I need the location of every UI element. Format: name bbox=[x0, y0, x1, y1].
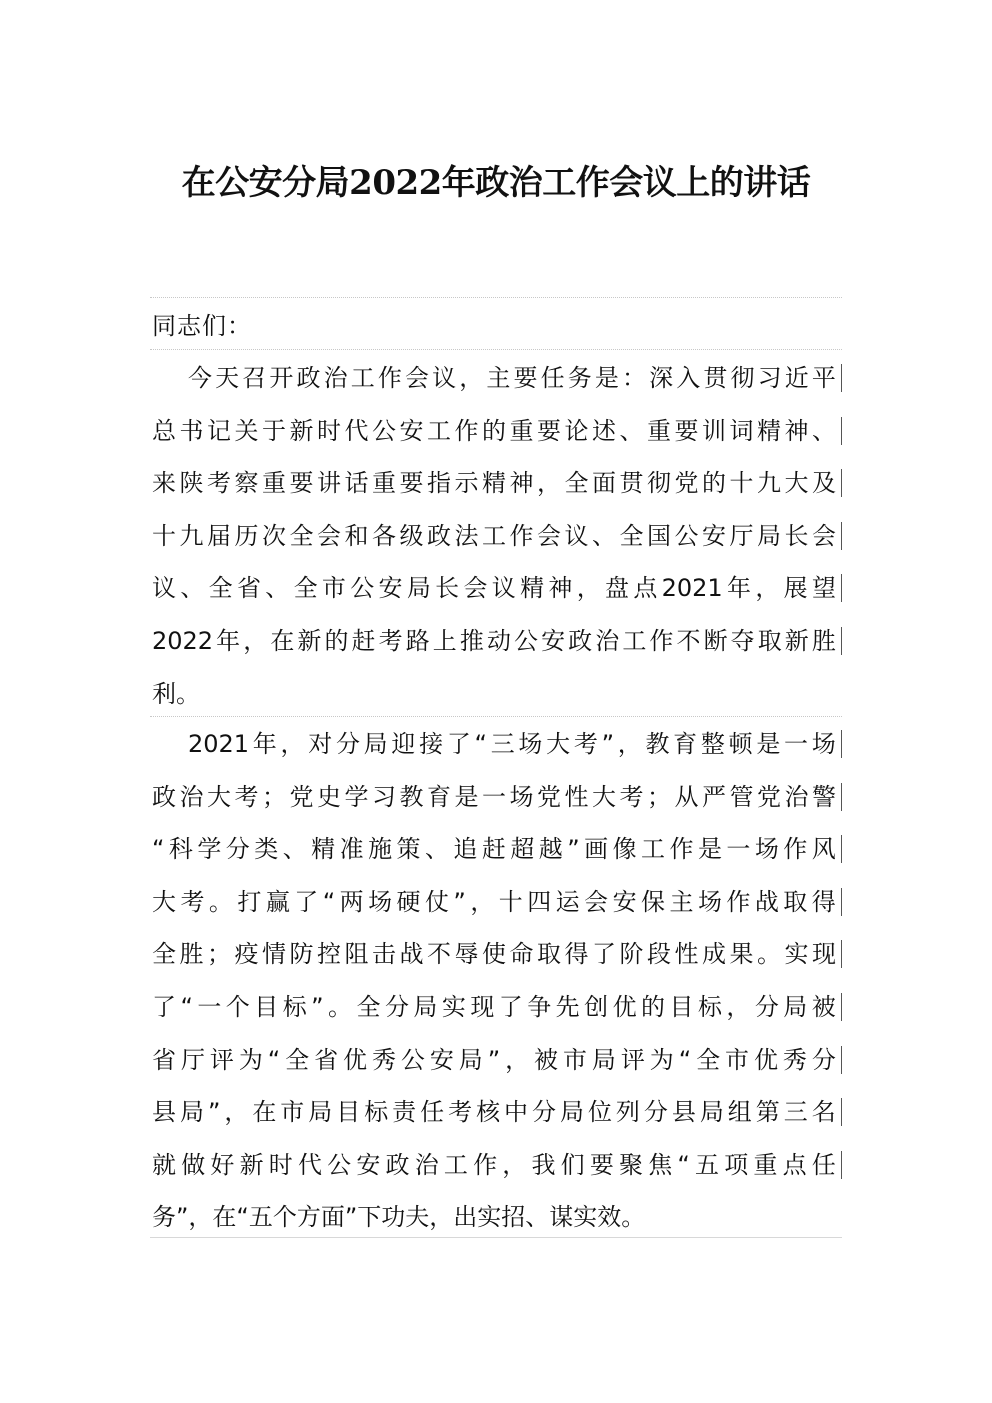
greeting: 同志们： bbox=[152, 312, 252, 340]
paragraph-2-line-2: 政 治 大 考 ； 党 史 学 习 教 育 是 一 场 党 性 大 考 ； 从 严 管 党 治 警 bbox=[152, 771, 842, 824]
paragraph-2-line-4: 大 考 。 打 赢 了 “ 两 场 硬 仗 ” ， 十 四 运 会 安 保 主 场 作 战 取 得 bbox=[152, 876, 842, 929]
paragraph-2-line-8: 县 局 ” ， 在 市 局 目 标 责 任 考 核 中 分 局 位 列 分 县 局 组 第 三 名 bbox=[152, 1086, 842, 1139]
paragraph-1-line-1: 今 天 召 开 政 治 工 作 会 议 ， 主 要 任 务 是 ： 深 入 贯 彻 习 近 平 bbox=[152, 352, 842, 405]
document-title: 在公安分局2022年政治工作会议上的讲话 bbox=[181, 163, 811, 203]
paragraph-1-line-2: 总 书 记 关 于 新 时 代 公 安 工 作 的 重 要 论 述 、 重 要 训 词 精 神 、 bbox=[152, 405, 842, 458]
paragraph-1-line-6: 2022 年 ， 在 新 的 赶 考 路 上 推 动 公 安 政 治 工 作 不 断 夺 取 新 胜 bbox=[152, 615, 842, 668]
paragraph-2-line-1: 2021 年 ， 对 分 局 迎 接 了 “ 三 场 大 考 ” ， 教 育 整 顿 是 一 场 bbox=[152, 718, 842, 771]
paragraph-2-line-3: “ 科 学 分 类 、 精 准 施 策 、 追 赶 超 越 ” 画 像 工 作 是 一 场 作 风 bbox=[152, 823, 842, 876]
paragraph-2-line-7: 省 厅 评 为 “ 全 省 优 秀 公 安 局 ” ， 被 市 局 评 为 “ 全 市 优 秀 分 bbox=[152, 1034, 842, 1087]
paragraph-1-line-7: 利。 bbox=[152, 679, 200, 708]
paragraph-2-line-5: 全 胜 ； 疫 情 防 控 阻 击 战 不 辱 使 命 取 得 了 阶 段 性 成 果 。 实 现 bbox=[152, 928, 842, 981]
paragraph-1-line-3: 来 陕 考 察 重 要 讲 话 重 要 指 示 精 神 ， 全 面 贯 彻 党 的 十 九 大 及 bbox=[152, 457, 842, 510]
paragraph-2 bbox=[152, 718, 842, 1244]
paragraph-2-bottom-rule bbox=[150, 1237, 842, 1238]
greeting-top-rule bbox=[150, 297, 842, 298]
paragraph-2-top-rule bbox=[150, 716, 842, 717]
paragraph-1-top-rule bbox=[150, 349, 842, 350]
paragraph-1 bbox=[152, 352, 842, 720]
paragraph-2-line-6: 了 “ 一 个 目 标 ” 。 全 分 局 实 现 了 争 先 创 优 的 目 标 ， 分 局 被 bbox=[152, 981, 842, 1034]
paragraph-1-line-4: 十 九 届 历 次 全 会 和 各 级 政 法 工 作 会 议 、 全 国 公 安 厅 局 长 会 bbox=[152, 510, 842, 563]
paragraph-1-line-5: 议 、 全 省 、 全 市 公 安 局 长 会 议 精 神 ， 盘 点 2021 年 ， 展 望 bbox=[152, 562, 842, 615]
paragraph-2-line-9: 就 做 好 新 时 代 公 安 政 治 工 作 ， 我 们 要 聚 焦 “ 五 项 重 点 任 bbox=[152, 1139, 842, 1192]
paragraph-2-line-10: 务”，在“五个方面”下功夫，出实招、谋实效。 bbox=[152, 1203, 646, 1232]
